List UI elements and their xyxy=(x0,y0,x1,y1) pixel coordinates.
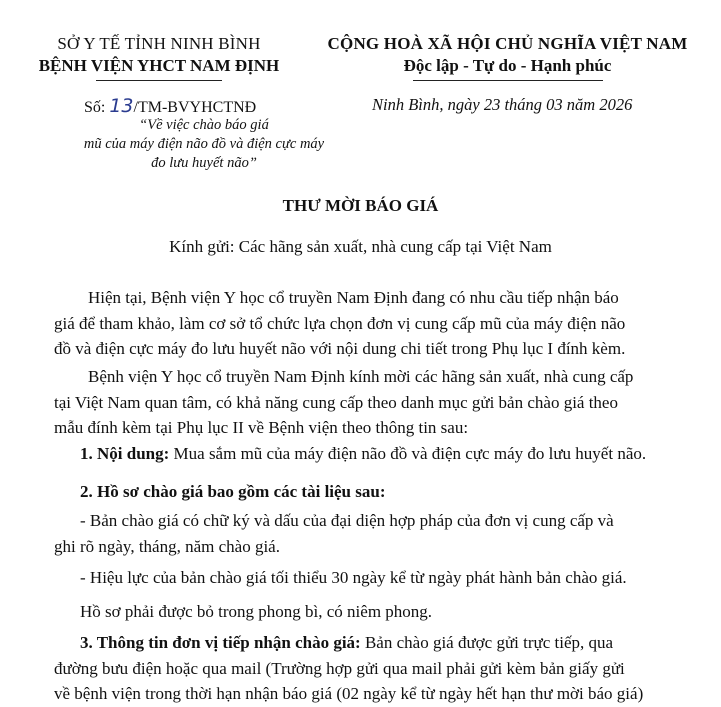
document-number xyxy=(84,95,256,117)
paragraph-line: mẫu đính kèm tại Phụ lục II về Bệnh viện theo thông tin sau: xyxy=(54,418,469,437)
motto-underline xyxy=(413,80,603,81)
paragraph-line: Bệnh viện Y học cổ truyền Nam Định kính mời các hãng sản xuất, nhà cung cấp xyxy=(88,367,634,386)
paragraph-line: - Hiệu lực của bản chào giá tối thiểu 30 ngày kể từ ngày phát hành bản chào giá. xyxy=(80,568,627,587)
org-underline xyxy=(96,80,222,81)
section-text: Mua sắm mũ của máy điện não đồ và điện cực máy đo lưu huyết não. xyxy=(169,444,647,463)
documents-note xyxy=(80,599,690,625)
subject-line: đo lưu huyết não” xyxy=(151,155,257,171)
document-title: THƯ MỜI BÁO GIÁ xyxy=(282,196,439,215)
documents-item-1 xyxy=(54,508,690,559)
section-content xyxy=(80,441,690,467)
greeting: Kính gửi: Các hãng sản xuất, nhà cung cấp tại Việt Nam xyxy=(169,237,552,256)
paragraph-line: tại Việt Nam quan tâm, có khả năng cung cấp theo danh mục gửi bản chào giá theo xyxy=(54,392,618,412)
paragraph-invitation xyxy=(54,364,690,441)
paragraph-line: giá để tham khảo, làm cơ sở tổ chức lựa chọn đơn vị cung cấp mũ của máy điện não xyxy=(54,313,626,333)
subject-line: “Về việc chào báo giá xyxy=(139,117,269,133)
section-documents xyxy=(80,479,690,505)
document-date: Ninh Bình, ngày 23 tháng 03 năm 2026 xyxy=(372,95,633,114)
documents-item-2 xyxy=(80,565,690,591)
document-number-value: 13 xyxy=(109,95,134,117)
paragraph-line: Hiện tại, Bệnh viện Y học cổ truyền Nam Định đang có nhu cầu tiếp nhận báo xyxy=(88,288,619,307)
paragraph-line: đường bưu điện hoặc qua mail (Trường hợp gửi qua mail phải gửi kèm bản giấy gửi xyxy=(54,658,625,678)
document-subject xyxy=(64,116,344,173)
org-parent-name: SỞ Y TẾ TỈNH NINH BÌNH xyxy=(57,34,261,53)
paragraph-line: về bệnh viện trong thời hạn nhận báo giá (02 ngày kể từ ngày hết hạn thư mời báo giá) xyxy=(54,684,644,703)
org-name: BỆNH VIỆN YHCT NAM ĐỊNH xyxy=(38,56,280,75)
paragraph-line: đồ và điện cực máy đo lưu huyết não với nội dung chi tiết trong Phụ lục I đính kèm. xyxy=(54,339,626,358)
section-label: 3. Thông tin đơn vị tiếp nhận chào giá: xyxy=(80,633,361,652)
subject-line: mũ của máy điện não đồ và điện cực máy xyxy=(83,136,325,152)
paragraph-line: ghi rõ ngày, tháng, năm chào giá. xyxy=(54,536,280,556)
section-label: 1. Nội dung: xyxy=(80,444,170,463)
country-motto: Độc lập - Tự do - Hạnh phúc xyxy=(403,56,612,75)
document-number-prefix: Số: xyxy=(84,99,106,116)
paragraph-intro xyxy=(54,285,690,362)
country-name: CỘNG HOÀ XÃ HỘI CHỦ NGHĨA VIỆT NAM xyxy=(327,34,688,53)
paragraph-line: Hồ sơ phải được bỏ trong phong bì, có niêm phong. xyxy=(80,602,433,621)
section-text: Bản chào giá được gửi trực tiếp, qua xyxy=(360,633,614,652)
section-recipient xyxy=(54,630,690,707)
document-number-suffix: /TM-BVYHCTNĐ xyxy=(133,99,257,116)
paragraph-line: - Bản chào giá có chữ ký và dấu của đại diện hợp pháp của đơn vị cung cấp và xyxy=(80,511,614,530)
section-label: 2. Hồ sơ chào giá bao gồm các tài liệu sau: xyxy=(80,482,386,501)
